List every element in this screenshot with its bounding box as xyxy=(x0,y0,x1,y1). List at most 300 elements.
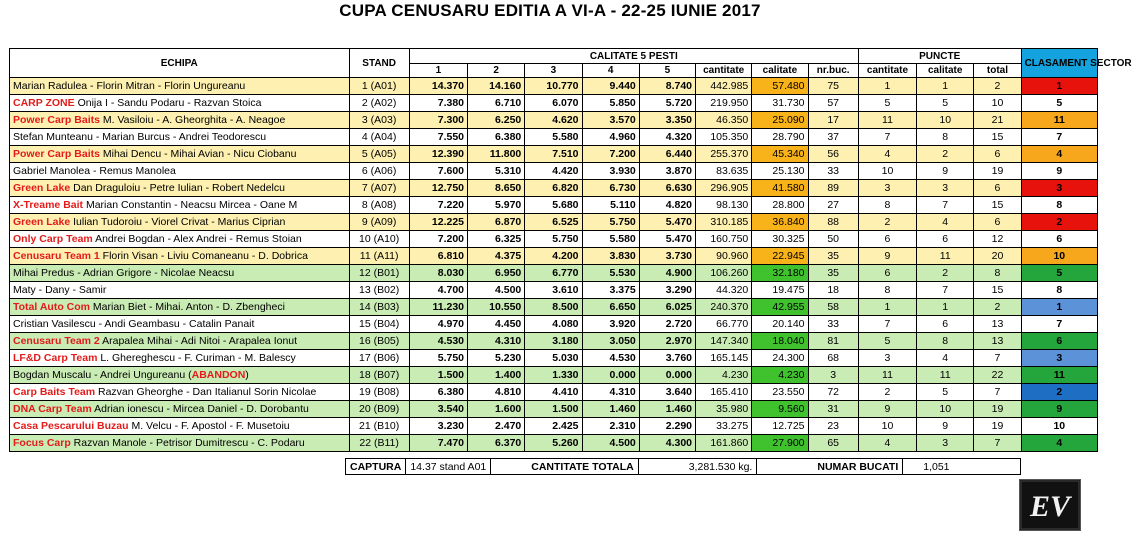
fish-weight-4-cell: 5.850 xyxy=(582,95,639,112)
fish-weight-3-cell: 4.080 xyxy=(525,316,582,333)
cantitate-cell: 66.770 xyxy=(696,316,752,333)
nr-buc-cell: 17 xyxy=(808,112,858,129)
calitate-cell: 22.945 xyxy=(752,248,808,265)
numar-bucati-label: NUMAR BUCATI xyxy=(757,459,903,475)
team-members: L. Ghereghescu - F. Curiman - M. Balescy xyxy=(97,351,296,364)
fish-weight-5-cell: 1.460 xyxy=(639,401,695,418)
table-row xyxy=(10,265,1098,282)
cantitate-cell: 161.860 xyxy=(696,435,752,452)
nr-buc-cell: 58 xyxy=(808,299,858,316)
cantitate-totala-value: 3,281.530 kg. xyxy=(638,459,757,475)
table-row xyxy=(10,129,1098,146)
puncte-cantitate-cell: 6 xyxy=(858,231,916,248)
summary-table xyxy=(345,458,1021,475)
fish-weight-1-cell: 7.300 xyxy=(409,112,467,129)
fish-weight-5-cell: 5.470 xyxy=(639,214,695,231)
fish-weight-5-cell: 2.720 xyxy=(639,316,695,333)
clasament-sector-cell: 8 xyxy=(1021,282,1097,299)
nr-buc-cell: 27 xyxy=(808,197,858,214)
clasament-sector-cell: 7 xyxy=(1021,316,1097,333)
calitate-cell: 24.300 xyxy=(752,350,808,367)
team-name: Total Auto Com xyxy=(13,300,90,313)
puncte-calitate-cell: 10 xyxy=(917,401,974,418)
nr-buc-cell: 33 xyxy=(808,163,858,180)
fish-weight-2-cell: 6.250 xyxy=(468,112,525,129)
cantitate-cell: 147.340 xyxy=(696,333,752,350)
nr-buc-cell: 89 xyxy=(808,180,858,197)
team-members: Marian Constantin - Neacsu Mircea - Oane M xyxy=(83,198,298,211)
puncte-total-cell: 20 xyxy=(974,248,1021,265)
nr-buc-cell: 75 xyxy=(808,78,858,95)
calitate-cell: 27.900 xyxy=(752,435,808,452)
calitate-cell: 42.955 xyxy=(752,299,808,316)
calitate-cell: 23.550 xyxy=(752,384,808,401)
cantitate-cell: 46.350 xyxy=(696,112,752,129)
subheader-4: 5 xyxy=(639,64,695,78)
fish-weight-2-cell: 4.450 xyxy=(468,316,525,333)
puncte-total-cell: 15 xyxy=(974,197,1021,214)
fish-weight-3-cell: 8.500 xyxy=(525,299,582,316)
clasament-sector-cell: 2 xyxy=(1021,384,1097,401)
team-name: DNA Carp Team xyxy=(13,402,92,415)
numar-bucati-value: 1,051 xyxy=(903,459,1020,475)
fish-weight-3-cell: 1.330 xyxy=(525,367,582,384)
clasament-sector-cell: 9 xyxy=(1021,401,1097,418)
clasament-sector-cell: 5 xyxy=(1021,265,1097,282)
fish-weight-1-cell: 12.390 xyxy=(409,146,467,163)
fish-weight-3-cell: 5.750 xyxy=(525,231,582,248)
results-table xyxy=(9,48,1132,452)
fish-weight-3-cell: 5.260 xyxy=(525,435,582,452)
puncte-cantitate-cell: 9 xyxy=(858,401,916,418)
clasament-sector-cell: 7 xyxy=(1021,129,1097,146)
puncte-cantitate-cell: 10 xyxy=(858,163,916,180)
page-title: CUPA CENUSARU EDITIA A VI-A - 22-25 IUNIE 2017 xyxy=(339,1,761,20)
puncte-calitate-cell: 4 xyxy=(917,214,974,231)
puncte-calitate-cell: 6 xyxy=(917,316,974,333)
puncte-calitate-cell: 11 xyxy=(917,248,974,265)
team-name: Green Lake xyxy=(13,181,71,194)
puncte-calitate-cell: 9 xyxy=(917,418,974,435)
fish-weight-5-cell: 5.470 xyxy=(639,231,695,248)
fish-weight-2-cell: 5.310 xyxy=(468,163,525,180)
fish-weight-3-cell: 1.500 xyxy=(525,401,582,418)
fish-weight-1-cell: 4.530 xyxy=(409,333,467,350)
fish-weight-5-cell: 3.290 xyxy=(639,282,695,299)
table-row xyxy=(10,418,1098,435)
fish-weight-2-cell: 6.380 xyxy=(468,129,525,146)
fish-weight-4-cell: 3.930 xyxy=(582,163,639,180)
team-cell xyxy=(10,231,350,248)
fish-weight-2-cell: 6.870 xyxy=(468,214,525,231)
team-name: LF&D Carp Team xyxy=(13,351,98,364)
nr-buc-cell: 31 xyxy=(808,401,858,418)
fish-weight-3-cell: 2.425 xyxy=(525,418,582,435)
fish-weight-5-cell: 3.350 xyxy=(639,112,695,129)
puncte-total-cell: 19 xyxy=(974,163,1021,180)
puncte-total-cell: 6 xyxy=(974,214,1021,231)
fish-weight-4-cell: 4.530 xyxy=(582,350,639,367)
stand-cell: 15 (B04) xyxy=(349,316,409,333)
fish-weight-3-cell: 7.510 xyxy=(525,146,582,163)
team-cell xyxy=(10,248,350,265)
team-members: Bogdan Muscalu - Andrei Ungureanu ( xyxy=(13,368,192,381)
cantitate-totala-label: CANTITATE TOTALA xyxy=(491,459,638,475)
fish-weight-2-cell: 11.800 xyxy=(468,146,525,163)
clasament-sector-cell: 8 xyxy=(1021,197,1097,214)
fish-weight-2-cell: 6.950 xyxy=(468,265,525,282)
stand-cell: 3 (A03) xyxy=(349,112,409,129)
puncte-cantitate-cell: 4 xyxy=(858,435,916,452)
puncte-cantitate-cell: 11 xyxy=(858,367,916,384)
table-row xyxy=(10,95,1098,112)
clasament-sector-cell: 9 xyxy=(1021,163,1097,180)
puncte-cantitate-cell: 7 xyxy=(858,316,916,333)
team-cell xyxy=(10,316,350,333)
stand-cell: 5 (A05) xyxy=(349,146,409,163)
clasament-sector-cell: 3 xyxy=(1021,350,1097,367)
table-row xyxy=(10,316,1098,333)
fish-weight-1-cell: 14.370 xyxy=(409,78,467,95)
puncte-total-cell: 19 xyxy=(974,401,1021,418)
team-name: Casa Pescarului Buzau xyxy=(13,419,129,432)
fish-weight-1-cell: 5.750 xyxy=(409,350,467,367)
fish-weight-4-cell: 4.500 xyxy=(582,435,639,452)
subheader-6: calitate xyxy=(752,64,808,78)
puncte-cantitate-cell: 5 xyxy=(858,95,916,112)
team-members: Mihai Dencu - Mihai Avian - Nicu Ciobanu xyxy=(99,147,297,160)
fish-weight-5-cell: 6.440 xyxy=(639,146,695,163)
fish-weight-5-cell: 2.970 xyxy=(639,333,695,350)
cantitate-cell: 105.350 xyxy=(696,129,752,146)
nr-buc-cell: 3 xyxy=(808,367,858,384)
puncte-total-cell: 21 xyxy=(974,112,1021,129)
calitate-cell: 28.800 xyxy=(752,197,808,214)
team-name: CARP ZONE xyxy=(13,96,75,109)
fish-weight-3-cell: 10.770 xyxy=(525,78,582,95)
stand-cell: 18 (B07) xyxy=(349,367,409,384)
fish-weight-2-cell: 1.400 xyxy=(468,367,525,384)
table-body xyxy=(10,78,1098,452)
fish-weight-1-cell: 7.550 xyxy=(409,129,467,146)
team-cell xyxy=(10,367,350,384)
clasament-sector-cell: 2 xyxy=(1021,214,1097,231)
fish-weight-3-cell: 6.525 xyxy=(525,214,582,231)
team-cell xyxy=(10,214,350,231)
team-name: Only Carp Team xyxy=(13,232,93,245)
team-members: Iulian Tudoroiu - Viorel Crivat - Marius Ciprian xyxy=(70,215,286,228)
table-row xyxy=(10,282,1098,299)
calitate-cell: 45.340 xyxy=(752,146,808,163)
cantitate-cell: 35.980 xyxy=(696,401,752,418)
team-members: Adrian ionescu - Mircea Daniel - D. Dorobantu xyxy=(91,402,309,415)
puncte-calitate-cell: 11 xyxy=(917,367,974,384)
table-row xyxy=(10,180,1098,197)
fish-weight-2-cell: 4.310 xyxy=(468,333,525,350)
puncte-total-cell: 13 xyxy=(974,316,1021,333)
nr-buc-cell: 37 xyxy=(808,129,858,146)
stand-cell: 21 (B10) xyxy=(349,418,409,435)
team-cell xyxy=(10,350,350,367)
puncte-cantitate-cell: 6 xyxy=(858,265,916,282)
team-members: Andrei Bogdan - Alex Andrei - Remus Stoian xyxy=(92,232,302,245)
team-members: Cristian Vasilescu - Andi Geambasu - Catalin Panait xyxy=(13,317,255,330)
calitate-cell: 20.140 xyxy=(752,316,808,333)
puncte-calitate-cell: 6 xyxy=(917,231,974,248)
team-cell xyxy=(10,418,350,435)
team-name: Power Carp Baits xyxy=(13,113,100,126)
puncte-total-cell: 10 xyxy=(974,95,1021,112)
team-cell xyxy=(10,112,350,129)
puncte-total-cell: 7 xyxy=(974,350,1021,367)
team-cell xyxy=(10,435,350,452)
puncte-calitate-cell: 10 xyxy=(917,112,974,129)
fish-weight-1-cell: 8.030 xyxy=(409,265,467,282)
stand-cell: 11 (A11) xyxy=(349,248,409,265)
fish-weight-3-cell: 4.620 xyxy=(525,112,582,129)
calitate-cell: 18.040 xyxy=(752,333,808,350)
team-members: Florin Visan - Liviu Comaneanu - D. Dobrica xyxy=(99,249,308,262)
table-row xyxy=(10,367,1098,384)
fish-weight-2-cell: 5.230 xyxy=(468,350,525,367)
cantitate-cell: 106.260 xyxy=(696,265,752,282)
puncte-calitate-cell: 9 xyxy=(917,163,974,180)
calitate-cell: 41.580 xyxy=(752,180,808,197)
cantitate-cell: 296.905 xyxy=(696,180,752,197)
subheader-5: cantitate xyxy=(696,64,752,78)
fish-weight-3-cell: 4.410 xyxy=(525,384,582,401)
fish-weight-2-cell: 4.375 xyxy=(468,248,525,265)
puncte-calitate-cell: 4 xyxy=(917,350,974,367)
nr-buc-cell: 57 xyxy=(808,95,858,112)
puncte-calitate-cell: 7 xyxy=(917,282,974,299)
subheader-10: total xyxy=(974,64,1021,78)
fish-weight-1-cell: 7.600 xyxy=(409,163,467,180)
team-cell xyxy=(10,180,350,197)
fish-weight-1-cell: 4.700 xyxy=(409,282,467,299)
team-members: Mihai Predus - Adrian Grigore - Nicolae Neacsu xyxy=(13,266,235,279)
nr-buc-cell: 33 xyxy=(808,316,858,333)
table-row xyxy=(10,384,1098,401)
puncte-cantitate-cell: 1 xyxy=(858,299,916,316)
team-cell xyxy=(10,282,350,299)
fish-weight-1-cell: 4.970 xyxy=(409,316,467,333)
table-row xyxy=(10,146,1098,163)
team-name: Cenusaru Team 1 xyxy=(13,249,100,262)
puncte-calitate-cell: 3 xyxy=(917,435,974,452)
clasament-sector-cell: 6 xyxy=(1021,333,1097,350)
fish-weight-3-cell: 3.610 xyxy=(525,282,582,299)
table-row xyxy=(10,333,1098,350)
fish-weight-5-cell: 4.820 xyxy=(639,197,695,214)
team-members: Arapalea Mihai - Adi Nitoi - Arapalea Ionut xyxy=(99,334,298,347)
cantitate-cell: 83.635 xyxy=(696,163,752,180)
team-cell xyxy=(10,197,350,214)
fish-weight-4-cell: 4.960 xyxy=(582,129,639,146)
nr-buc-cell: 68 xyxy=(808,350,858,367)
fish-weight-2-cell: 8.650 xyxy=(468,180,525,197)
ev-logo xyxy=(1019,479,1081,531)
puncte-total-cell: 15 xyxy=(974,282,1021,299)
stand-cell: 16 (B05) xyxy=(349,333,409,350)
nr-buc-cell: 72 xyxy=(808,384,858,401)
fish-weight-4-cell: 1.460 xyxy=(582,401,639,418)
fish-weight-2-cell: 2.470 xyxy=(468,418,525,435)
fish-weight-4-cell: 4.310 xyxy=(582,384,639,401)
team-cell xyxy=(10,401,350,418)
table-row xyxy=(10,214,1098,231)
team-name: Focus Carp xyxy=(13,436,71,449)
table-row xyxy=(10,231,1098,248)
stand-cell: 12 (B01) xyxy=(349,265,409,282)
clasament-sector-cell: 3 xyxy=(1021,180,1097,197)
puncte-total-cell: 2 xyxy=(974,299,1021,316)
stand-cell: 9 (A09) xyxy=(349,214,409,231)
fish-weight-5-cell: 8.740 xyxy=(639,78,695,95)
calitate-cell: 4.230 xyxy=(752,367,808,384)
puncte-cantitate-cell: 11 xyxy=(858,112,916,129)
calitate-cell: 31.730 xyxy=(752,95,808,112)
team-cell xyxy=(10,333,350,350)
puncte-calitate-cell: 8 xyxy=(917,129,974,146)
cantitate-cell: 255.370 xyxy=(696,146,752,163)
fish-weight-1-cell: 7.470 xyxy=(409,435,467,452)
team-members: Razvan Gheorghe - Dan Italianul Sorin Nicolae xyxy=(95,385,317,398)
puncte-calitate-cell: 7 xyxy=(917,197,974,214)
team-cell xyxy=(10,384,350,401)
team-members: Razvan Manole - Petrisor Dumitrescu - C. Podaru xyxy=(70,436,305,449)
puncte-cantitate-cell: 3 xyxy=(858,350,916,367)
fish-weight-5-cell: 3.760 xyxy=(639,350,695,367)
cantitate-cell: 240.370 xyxy=(696,299,752,316)
nr-buc-cell: 18 xyxy=(808,282,858,299)
fish-weight-4-cell: 3.920 xyxy=(582,316,639,333)
fish-weight-3-cell: 6.770 xyxy=(525,265,582,282)
stand-cell: 4 (A04) xyxy=(349,129,409,146)
fish-weight-5-cell: 4.300 xyxy=(639,435,695,452)
team-cell xyxy=(10,146,350,163)
header-echipa: ECHIPA xyxy=(10,49,350,78)
fish-weight-4-cell: 7.200 xyxy=(582,146,639,163)
table-row xyxy=(10,401,1098,418)
fish-weight-4-cell: 6.650 xyxy=(582,299,639,316)
team-cell xyxy=(10,163,350,180)
puncte-cantitate-cell: 2 xyxy=(858,214,916,231)
nr-buc-cell: 81 xyxy=(808,333,858,350)
puncte-calitate-cell: 5 xyxy=(917,384,974,401)
header-puncte: PUNCTE xyxy=(858,49,1021,64)
nr-buc-cell: 35 xyxy=(808,265,858,282)
cantitate-cell: 219.950 xyxy=(696,95,752,112)
fish-weight-5-cell: 3.730 xyxy=(639,248,695,265)
clasament-sector-cell: 4 xyxy=(1021,435,1097,452)
puncte-total-cell: 7 xyxy=(974,435,1021,452)
puncte-total-cell: 12 xyxy=(974,231,1021,248)
cantitate-cell: 90.960 xyxy=(696,248,752,265)
puncte-total-cell: 8 xyxy=(974,265,1021,282)
clasament-sector-cell: 10 xyxy=(1021,248,1097,265)
fish-weight-2-cell: 14.160 xyxy=(468,78,525,95)
puncte-total-cell: 19 xyxy=(974,418,1021,435)
stand-cell: 6 (A06) xyxy=(349,163,409,180)
fish-weight-4-cell: 5.110 xyxy=(582,197,639,214)
stand-cell: 8 (A08) xyxy=(349,197,409,214)
cantitate-cell: 98.130 xyxy=(696,197,752,214)
fish-weight-1-cell: 11.230 xyxy=(409,299,467,316)
fish-weight-5-cell: 4.320 xyxy=(639,129,695,146)
team-members: Marian Biet - Mihai. Anton - D. Zbengheci xyxy=(90,300,285,313)
fish-weight-3-cell: 6.070 xyxy=(525,95,582,112)
ev-logo-text: EV xyxy=(1029,490,1071,523)
fish-weight-3-cell: 3.180 xyxy=(525,333,582,350)
fish-weight-5-cell: 3.640 xyxy=(639,384,695,401)
fish-weight-2-cell: 6.710 xyxy=(468,95,525,112)
calitate-cell: 30.325 xyxy=(752,231,808,248)
stand-cell: 14 (B03) xyxy=(349,299,409,316)
team-name: Power Carp Baits xyxy=(13,147,100,160)
puncte-cantitate-cell: 7 xyxy=(858,129,916,146)
team-members: Dan Draguloiu - Petre Iulian - Robert Nedelcu xyxy=(70,181,285,194)
clasament-sector-cell: 5 xyxy=(1021,95,1097,112)
fish-weight-4-cell: 3.375 xyxy=(582,282,639,299)
cantitate-cell: 442.985 xyxy=(696,78,752,95)
team-name: Cenusaru Team 2 xyxy=(13,334,100,347)
stand-cell: 1 (A01) xyxy=(349,78,409,95)
fish-weight-1-cell: 12.225 xyxy=(409,214,467,231)
fish-weight-5-cell: 0.000 xyxy=(639,367,695,384)
calitate-cell: 19.475 xyxy=(752,282,808,299)
fish-weight-1-cell: 3.540 xyxy=(409,401,467,418)
nr-buc-cell: 88 xyxy=(808,214,858,231)
stand-cell: 19 (B08) xyxy=(349,384,409,401)
puncte-calitate-cell: 3 xyxy=(917,180,974,197)
fish-weight-5-cell: 2.290 xyxy=(639,418,695,435)
fish-weight-4-cell: 9.440 xyxy=(582,78,639,95)
fish-weight-3-cell: 6.820 xyxy=(525,180,582,197)
fish-weight-1-cell: 6.380 xyxy=(409,384,467,401)
puncte-total-cell: 6 xyxy=(974,180,1021,197)
fish-weight-4-cell: 5.530 xyxy=(582,265,639,282)
puncte-cantitate-cell: 4 xyxy=(858,146,916,163)
captura-label: CAPTURA xyxy=(346,459,406,475)
fish-weight-2-cell: 4.810 xyxy=(468,384,525,401)
fish-weight-1-cell: 6.810 xyxy=(409,248,467,265)
puncte-calitate-cell: 1 xyxy=(917,299,974,316)
puncte-cantitate-cell: 9 xyxy=(858,248,916,265)
team-members: Maty - Dany - Samir xyxy=(13,283,107,296)
team-members: Stefan Munteanu - Marian Burcus - Andrei Teodorescu xyxy=(13,130,267,143)
puncte-calitate-cell: 2 xyxy=(917,265,974,282)
puncte-calitate-cell: 2 xyxy=(917,146,974,163)
subheader-3: 4 xyxy=(582,64,639,78)
puncte-total-cell: 6 xyxy=(974,146,1021,163)
nr-buc-cell: 65 xyxy=(808,435,858,452)
stand-cell: 20 (B09) xyxy=(349,401,409,418)
nr-buc-cell: 35 xyxy=(808,248,858,265)
fish-weight-2-cell: 10.550 xyxy=(468,299,525,316)
fish-weight-4-cell: 0.000 xyxy=(582,367,639,384)
fish-weight-5-cell: 3.870 xyxy=(639,163,695,180)
stand-cell: 7 (A07) xyxy=(349,180,409,197)
team-members: M. Vasiloiu - A. Gheorghita - A. Neagoe xyxy=(99,113,286,126)
fish-weight-2-cell: 4.500 xyxy=(468,282,525,299)
fish-weight-3-cell: 4.420 xyxy=(525,163,582,180)
clasament-sector-cell: 10 xyxy=(1021,418,1097,435)
table-row xyxy=(10,163,1098,180)
calitate-cell: 12.725 xyxy=(752,418,808,435)
fish-weight-2-cell: 6.325 xyxy=(468,231,525,248)
fish-weight-4-cell: 6.730 xyxy=(582,180,639,197)
